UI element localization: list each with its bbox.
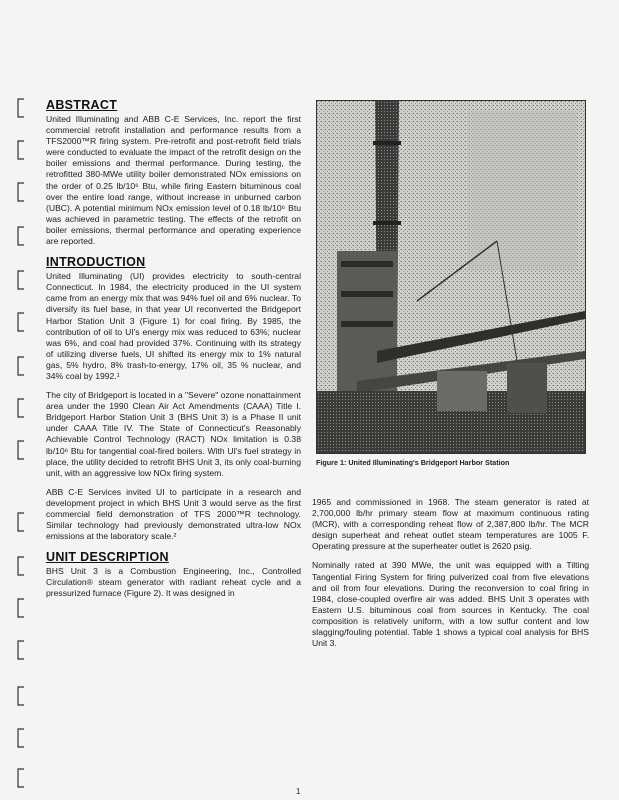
margin-bracket-mark (14, 270, 28, 290)
margin-bracket-mark (14, 398, 28, 418)
margin-bracket-mark (14, 440, 28, 460)
margin-bracket-mark (14, 182, 28, 202)
power-station-photo (317, 101, 585, 453)
margin-bracket-mark (14, 640, 28, 660)
introduction-section (46, 255, 301, 542)
right-column (312, 497, 589, 657)
abstract-text: United Illuminating and ABB C-E Services, Inc. report the first commercial retrofit installation and performance results from a TFS2000™R firing system. Pre-retrofit and post-retrofit field trials were conducted to evaluate the impact of the retrofit design on the boiler emissions and thermal performance. During testing, the retrofitted 380-MWe utility boiler demonstrated NOx emissions on the order of 0.25 lb/10⁶ Btu, while firing Eastern bituminous coal over the entire load range, without increase in unburned carbon (UBC). A potential minimum NOx emission level of 0.18 lb/10⁶ Btu was achieved in parametric testing. The effects of the retrofit on boiler emissions, thermal performance and operating experience are reported. (46, 114, 301, 247)
margin-bracket-mark (14, 312, 28, 332)
margin-bracket-mark (14, 598, 28, 618)
introduction-heading: INTRODUCTION (46, 255, 146, 270)
unit-description-paragraph-2: Nominally rated at 390 MWe, the unit was equipped with a Tilting Tangential Firing System for firing pulverized coal from five elevations and oil from four elevations. During the reconversion to coal firing in 1984, close-coupled overfire air was added. BHS Unit 3 operates with Eastern U.S. bituminous coal from sources in Kentucky. The coal composition is relatively uniform, with a low sulfur content and low slagging/fouling potential. Table 1 shows a typical coal analysis for BHS Unit 3. (312, 560, 589, 649)
margin-bracket-mark (14, 356, 28, 376)
page-number: 1 (296, 787, 301, 796)
introduction-paragraph-1: United Illuminating (UI) provides electricity to south-central Connecticut. In 1984, the electricity produced in the UI system came from an energy mix that was 94% fuel oil and 6% nuclear. To diversify its fuel base, in that year UI reconverted the Bridgeport Harbor Station Unit 3 (Figure 1) for coal firing. By 1985, the contribution of oil to UI's energy mix was reduced to 63%; nuclear was 6%, and coal had provided 37%. Continuing with its strategy of utilizing diverse fuels, UI shifted its energy mix to 1% natural gas, 5% hydro, 8% trash-to-energy, 17% oil, 35 % nuclear, and 34% coal by 1992.¹ (46, 271, 301, 381)
abstract-heading: ABSTRACT (46, 98, 118, 112)
margin-bracket-mark (14, 140, 28, 160)
introduction-paragraph-2: The city of Bridgeport is located in a "Severe" ozone nonattainment area under the 1990 Clean Air Act Amendments (CAAA) Title I. Bridgeport Harbor Station Unit 3 (BHS Unit 3) is a Phase II unit under CAAA Title IV. The State of Connecticut's Reasonably Achievable Control Technology (RACT) NOx limitation is 0.38 lb/10⁶ Btu for tangential coal-fired boilers. With UI's fuel strategy in place, the utility decided to retrofit BHS Unit 3, its only coal-burning unit, with an aggressive low NOx firing system. (46, 390, 301, 478)
margin-bracket-mark (14, 686, 28, 706)
figure-1-caption: Figure 1: United Illuminating's Bridgeport Harbor Station (316, 458, 510, 467)
margin-bracket-mark (14, 512, 28, 532)
margin-bracket-mark (14, 226, 28, 246)
unit-description-paragraph-1-continued: 1965 and commissioned in 1968. The steam generator is rated at 2,700,000 lb/hr primary steam flow at maximum continuous rating (MCR), with a corresponding reheat flow of 2,387,800 lb/hr. The MCR design superheat and reheat outlet steam temperatures are 1005 F. Operating pressure at the superheater outlet is 2620 psig. (312, 497, 589, 552)
figure-1-photo (316, 100, 586, 454)
introduction-paragraph-3: ABB C-E Services invited UI to participate in a research and development project in which BHS Unit 3 would serve as the first commercial field demonstration of TFS 2000™R technology. Similar technology had previously demonstrated ultra-low NOx emissions at the laboratory scale.² (46, 486, 301, 542)
left-column (46, 98, 301, 608)
margin-bracket-mark (14, 556, 28, 576)
abstract-section (46, 98, 301, 247)
margin-bracket-mark (14, 768, 28, 788)
unit-description-paragraph-1: BHS Unit 3 is a Combustion Engineering, Inc., Controlled Circulation® steam generator with radiant reheat cycle and a pressurized furnace (Figure 2). It was designed in (46, 566, 301, 599)
unit-description-heading: UNIT DESCRIPTION (46, 550, 169, 565)
unit-description-section (46, 550, 301, 599)
margin-bracket-mark (14, 728, 28, 748)
margin-bracket-mark (14, 98, 28, 118)
